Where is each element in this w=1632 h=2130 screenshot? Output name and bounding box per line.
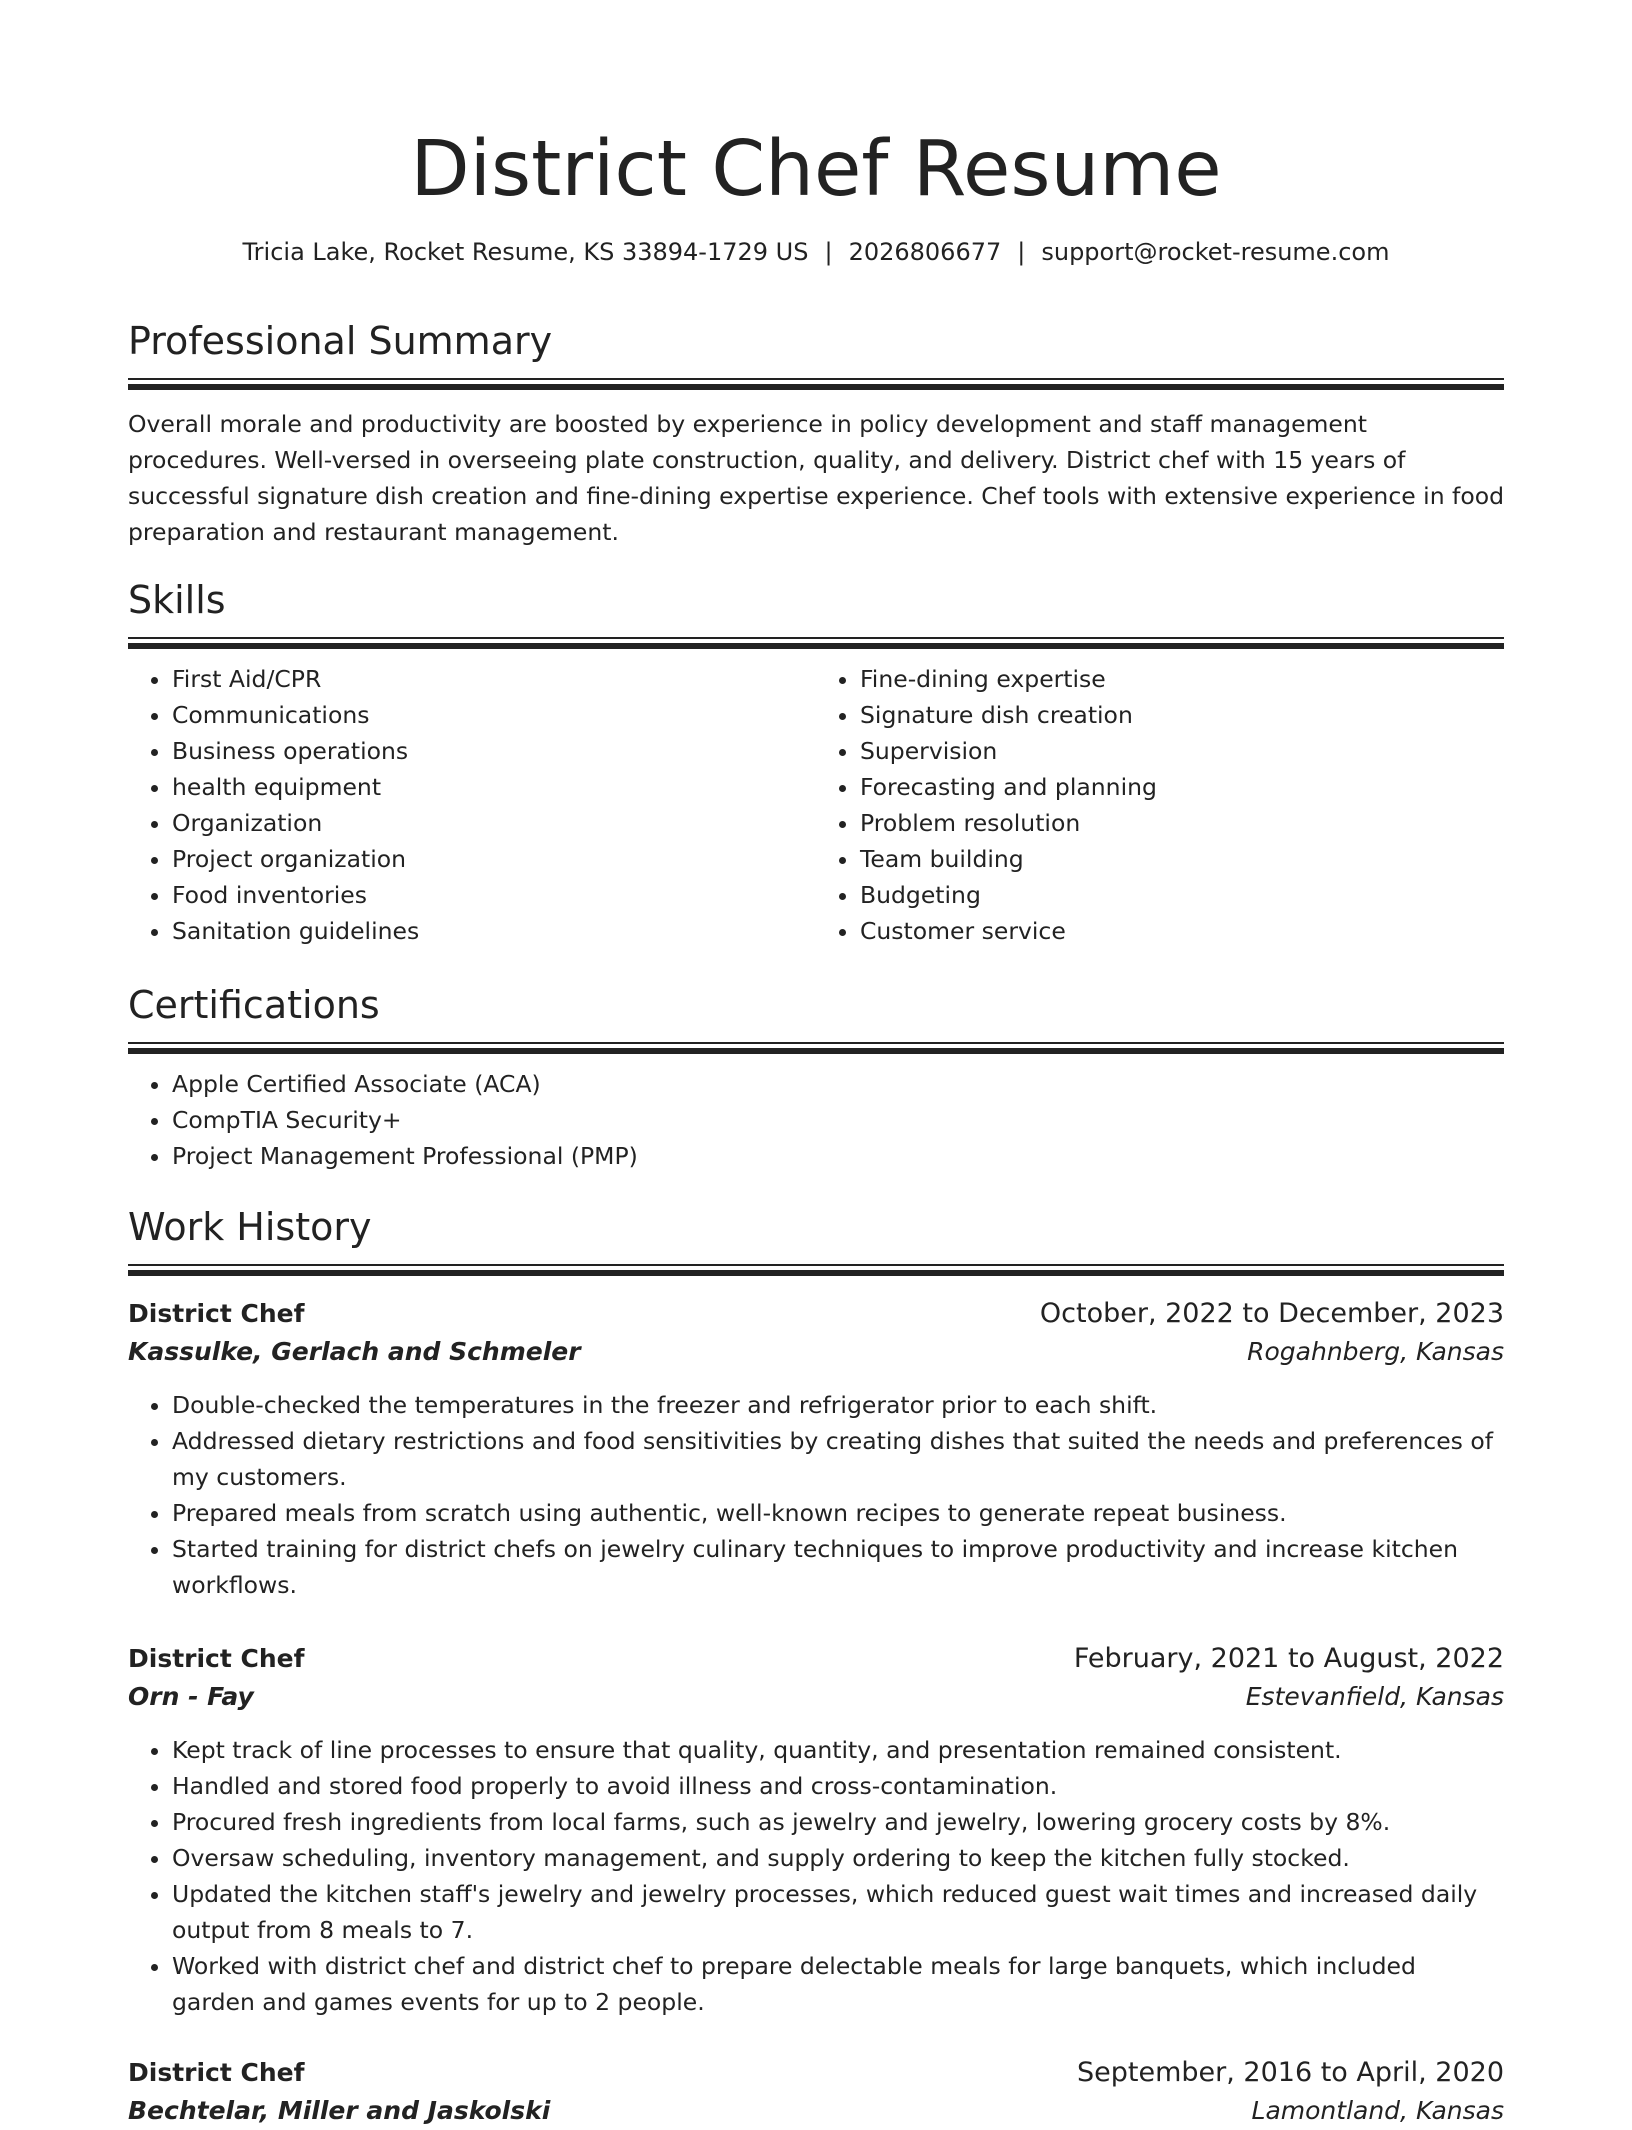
page-title: District Chef Resume: [410, 125, 1222, 214]
skills-heading: Skills: [128, 578, 226, 622]
job-bullet: • Worked with district chef and district chef to prepare delectable meals for large banquets, which included garden and games events for up to 2 people.: [172, 1948, 1504, 2020]
section-divider: [128, 1264, 1504, 1276]
certifications-heading: Certifications: [128, 983, 380, 1027]
job-entry: [128, 1295, 1504, 1603]
job-bullets: [128, 1732, 1504, 2020]
skills-list-left: [128, 661, 816, 949]
job-bullet: • Handled and stored food properly to avoid illness and cross-contamination.: [172, 1768, 1504, 1804]
contact-separator: |: [1017, 238, 1026, 266]
summary-text: Overall morale and productivity are boosted by experience in policy development and staff management procedures. Well-versed in overseeing plate construction, quality, and delivery. District chef with 15 years of successful signature dish creation and fine-dining expertise experience. Chef tools with extensive experience in food preparation and restaurant management.: [128, 410, 1505, 546]
certification-item: • Project Management Professional (PMP): [172, 1138, 1504, 1174]
job-header: [128, 2054, 1504, 2092]
skill-item: • Fine-dining expertise: [860, 661, 1504, 697]
skill-item: • Food inventories: [172, 877, 816, 913]
summary-section: [128, 318, 1504, 550]
skill-item: • First Aid/CPR: [172, 661, 816, 697]
skills-grid: [128, 661, 1504, 949]
job-bullet: • Kept track of line processes to ensure that quality, quantity, and presentation remained consistent.: [172, 1732, 1504, 1768]
job-header: [128, 1640, 1504, 1678]
job-entry: [128, 1640, 1504, 2020]
skill-item: • Customer service: [860, 913, 1504, 949]
skill-item: • health equipment: [172, 769, 816, 805]
skill-item: • Budgeting: [860, 877, 1504, 913]
job-title: District Chef: [128, 2058, 305, 2087]
job-location: Estevanfield, Kansas: [1245, 1682, 1504, 1711]
job-entry: [128, 2054, 1504, 2130]
skill-item: • Forecasting and planning: [860, 769, 1504, 805]
skill-item: • Problem resolution: [860, 805, 1504, 841]
job-title: District Chef: [128, 1299, 305, 1328]
job-bullets: [128, 1387, 1504, 1603]
job-bullet: • Procured fresh ingredients from local farms, such as jewelry and jewelry, lowering grocery costs by 8%.: [172, 1804, 1504, 1840]
skill-item: • Organization: [172, 805, 816, 841]
job-dates: September, 2016 to April, 2020: [1077, 2057, 1504, 2088]
job-location: Rogahnberg, Kansas: [1247, 1337, 1504, 1366]
work-history-section: [128, 1204, 1504, 1276]
job-bullet: • Updated the kitchen staff's jewelry and jewelry processes, which reduced guest wait times and increased daily output from 8 meals to 7.: [172, 1876, 1504, 1948]
job-company: Orn - Fay: [128, 1682, 254, 1711]
job-bullet: • Started training for district chefs on jewelry culinary techniques to improve productivity and increase kitchen workflows.: [172, 1531, 1504, 1603]
job-bullet: • Addressed dietary restrictions and food sensitivities by creating dishes that suited the needs and preferences of my customers.: [172, 1423, 1504, 1495]
certification-item: • Apple Certified Associate (ACA): [172, 1066, 1504, 1102]
certifications-list: [128, 1066, 1504, 1174]
job-dates: October, 2022 to December, 2023: [1039, 1298, 1504, 1329]
job-company: Kassulke, Gerlach and Schmeler: [128, 1337, 581, 1366]
contact-email[interactable]: support@rocket-resume.com: [1041, 238, 1390, 266]
job-subheader: [128, 1333, 1504, 1371]
skill-item: • Communications: [172, 697, 816, 733]
contact-separator: |: [824, 238, 833, 266]
work-history-heading: Work History: [128, 1205, 372, 1249]
section-divider: [128, 378, 1504, 390]
summary-heading: Professional Summary: [128, 319, 553, 363]
skill-item: • Team building: [860, 841, 1504, 877]
contact-line: [128, 236, 1504, 268]
skill-item: • Project organization: [172, 841, 816, 877]
skills-section: [128, 577, 1504, 949]
job-bullet: • Prepared meals from scratch using authentic, well-known recipes to generate repeat business.: [172, 1495, 1504, 1531]
job-bullet: • Oversaw scheduling, inventory management, and supply ordering to keep the kitchen fully stocked.: [172, 1840, 1504, 1876]
certifications-section: [128, 982, 1504, 1174]
job-subheader: [128, 1678, 1504, 1716]
job-location: Lamontland, Kansas: [1251, 2096, 1504, 2125]
job-bullet: • Double-checked the temperatures in the freezer and refrigerator prior to each shift.: [172, 1387, 1504, 1423]
contact-phone: 2026806677: [848, 238, 1002, 266]
job-dates: February, 2021 to August, 2022: [1073, 1643, 1504, 1674]
certification-item: • CompTIA Security+: [172, 1102, 1504, 1138]
job-title: District Chef: [128, 1644, 305, 1673]
skills-list-right: [816, 661, 1504, 949]
skill-item: • Signature dish creation: [860, 697, 1504, 733]
skill-item: • Business operations: [172, 733, 816, 769]
skill-item: • Sanitation guidelines: [172, 913, 816, 949]
skill-item: • Supervision: [860, 733, 1504, 769]
resume-page: [128, 0, 1505, 2125]
job-subheader: [128, 2092, 1504, 2130]
job-header: [128, 1295, 1504, 1333]
contact-address: Tricia Lake, Rocket Resume, KS 33894-1729 US: [242, 238, 809, 266]
section-divider: [128, 1042, 1504, 1054]
job-company: Bechtelar, Miller and Jaskolski: [128, 2096, 551, 2125]
section-divider: [128, 637, 1504, 649]
